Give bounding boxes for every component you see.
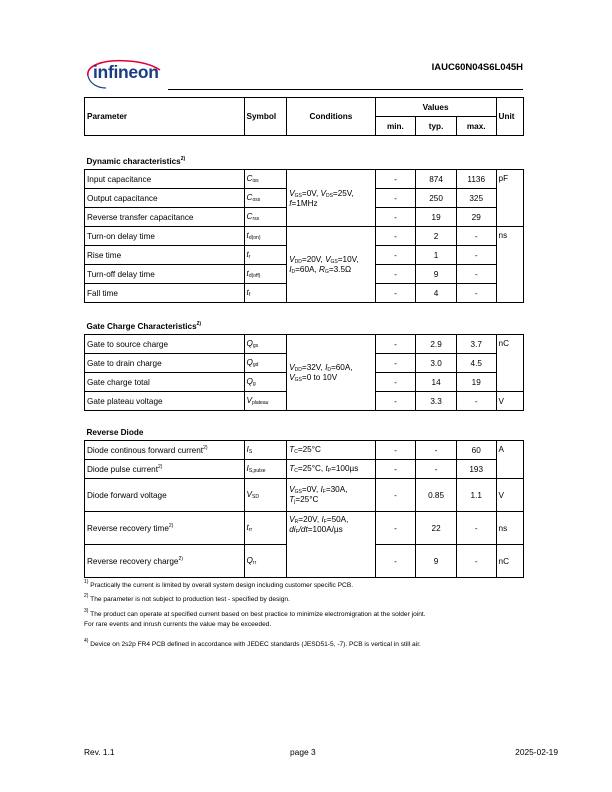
max-cell: 1136 <box>456 170 496 189</box>
footnote-item: For rare events and inrush currents the value may be exceeded. <box>84 621 272 629</box>
min-cell: - <box>375 170 416 189</box>
conditions-cell: $V_{GS}=0V$, $V_{DS}=25V$, f=1MHz <box>287 170 375 227</box>
symbol-cell: $C_{rss}$ <box>244 208 287 227</box>
conditions-cell: $V_{DD}=20V$, $V_{GS}=10V$, $I_D=60A$, $R_G=3.5\Omega$ <box>287 227 375 303</box>
typ-cell: 874 <box>416 170 457 189</box>
table-row <box>85 512 524 545</box>
param-cell: Diode pulse current$^{2)}$ <box>85 460 245 479</box>
min-cell: - <box>375 512 416 545</box>
param-cell: Reverse recovery charge$^{2)}$ <box>85 545 245 578</box>
section-title: Dynamic characteristics <box>86 157 181 166</box>
param-cell: Rise time <box>85 246 245 265</box>
min-cell: - <box>375 189 416 208</box>
footnote-item: $^{3)}$ The product can operate at specified current based on best practice to minimize electromigration at the solder joint. <box>84 607 426 618</box>
typ-cell: 14 <box>416 373 457 392</box>
footnote-item: $^{2)}$ The parameter is not subject to production test - specified by design. <box>84 593 290 604</box>
min-cell: - <box>375 208 416 227</box>
col-values: Values <box>375 98 496 117</box>
min-cell: - <box>375 246 416 265</box>
max-cell: 1.1 <box>456 479 496 512</box>
param-cell: Output capacitance <box>85 189 245 208</box>
max-cell: 29 <box>456 208 496 227</box>
header-rule <box>168 89 523 90</box>
typ-cell: - <box>416 460 457 479</box>
param-cell: Gate to drain charge <box>85 354 245 373</box>
max-cell: 3.7 <box>456 335 496 354</box>
min-cell: - <box>375 545 416 578</box>
infineon-logo <box>84 58 164 94</box>
min-cell: - <box>375 265 416 284</box>
min-cell: - <box>375 441 416 460</box>
param-cell: Gate to source charge <box>85 335 245 354</box>
min-cell: - <box>375 354 416 373</box>
symbol-cell: $C_{iss}$ <box>244 170 287 189</box>
symbol-cell: $t_{d(off)}$ <box>244 265 287 284</box>
release-date: 2025-02-19 <box>515 747 558 757</box>
footnote-ref: 2) <box>180 156 186 162</box>
col-min: min. <box>375 117 416 136</box>
section-reverse-diode <box>85 417 524 441</box>
part-number: IAUC60N04S6L045H <box>431 62 523 73</box>
table-row <box>85 227 524 246</box>
table-row <box>85 479 524 512</box>
symbol-cell: $I_{S,pulse}$ <box>244 460 287 479</box>
typ-cell: 19 <box>416 208 457 227</box>
table-row <box>85 335 524 354</box>
symbol-cell: $Q_g$ <box>244 373 287 392</box>
param-cell: Gate charge total <box>85 373 245 392</box>
param-cell: Reverse transfer capacitance <box>85 208 245 227</box>
typ-cell: 2 <box>416 227 457 246</box>
typ-cell: - <box>416 441 457 460</box>
symbol-cell: $t_f$ <box>244 284 287 303</box>
revision: Rev. 1.1 <box>84 747 115 757</box>
unit-cell: nC <box>496 335 523 392</box>
table-row <box>85 441 524 460</box>
typ-cell: 9 <box>416 265 457 284</box>
param-cell: Turn-on delay time <box>85 227 245 246</box>
typ-cell: 2.9 <box>416 335 457 354</box>
conditions-cell: $T_C=25^\circ C$ <box>287 441 375 460</box>
typ-cell: 0.85 <box>416 479 457 512</box>
symbol-cell: $V_{plateau}$ <box>244 392 287 411</box>
max-cell: 19 <box>456 373 496 392</box>
characteristics-table <box>84 97 524 578</box>
symbol-cell: $Q_{rr}$ <box>244 545 287 578</box>
unit-cell: ns <box>496 512 523 545</box>
min-cell: - <box>375 335 416 354</box>
param-cell: Fall time <box>85 284 245 303</box>
max-cell: 193 <box>456 460 496 479</box>
max-cell: - <box>456 284 496 303</box>
min-cell: - <box>375 479 416 512</box>
param-cell: Gate plateau voltage <box>85 392 245 411</box>
logo-text: infineon <box>93 62 159 82</box>
typ-cell: 3.0 <box>416 354 457 373</box>
col-unit: Unit <box>496 98 523 136</box>
section-title: Reverse Diode <box>86 428 144 437</box>
page-header <box>0 0 612 100</box>
symbol-cell: $V_{SD}$ <box>244 479 287 512</box>
section-dynamic <box>85 146 524 170</box>
param-cell: Diode continous forward current$^{2)}$ <box>85 441 245 460</box>
param-cell: Diode forward voltage <box>85 479 245 512</box>
min-cell: - <box>375 373 416 392</box>
unit-cell: ns <box>496 227 523 303</box>
symbol-cell: $Q_{gs}$ <box>244 335 287 354</box>
max-cell: - <box>456 512 496 545</box>
typ-cell: 4 <box>416 284 457 303</box>
section-title: Gate Charge Characteristics <box>86 322 197 331</box>
unit-cell: pF <box>496 170 523 227</box>
typ-cell: 1 <box>416 246 457 265</box>
min-cell: - <box>375 392 416 411</box>
footnote-item: $^{1)}$ Practically the current is limited by overall system design including customer specific PCB. <box>84 579 354 589</box>
footnote-ref: 2) <box>196 321 202 327</box>
typ-cell: 22 <box>416 512 457 545</box>
page-number: page 3 <box>290 747 316 757</box>
conditions-cell: $T_C=25^\circ C$, $t_P=100\mu s$ <box>287 460 375 479</box>
min-cell: - <box>375 460 416 479</box>
symbol-cell: $t_{rr}$ <box>244 512 287 545</box>
symbol-cell: $t_{d(on)}$ <box>244 227 287 246</box>
table-row <box>85 170 524 189</box>
symbol-cell: $Q_{gd}$ <box>244 354 287 373</box>
max-cell: - <box>456 227 496 246</box>
typ-cell: 9 <box>416 545 457 578</box>
col-parameter: Parameter <box>85 98 245 136</box>
col-conditions: Conditions <box>287 98 375 136</box>
table-header-row <box>85 98 524 117</box>
min-cell: - <box>375 284 416 303</box>
unit-cell: A <box>496 441 523 479</box>
max-cell: 325 <box>456 189 496 208</box>
max-cell: - <box>456 392 496 411</box>
unit-cell: V <box>496 392 523 411</box>
symbol-cell: $C_{oss}$ <box>244 189 287 208</box>
max-cell: 4.5 <box>456 354 496 373</box>
unit-cell: nC <box>496 545 523 578</box>
col-symbol: Symbol <box>244 98 287 136</box>
table-row <box>85 460 524 479</box>
typ-cell: 250 <box>416 189 457 208</box>
symbol-cell: $I_S$ <box>244 441 287 460</box>
col-max: max. <box>456 117 496 136</box>
section-gate-charge <box>85 311 524 335</box>
conditions-cell: $V_R=20V$, $I_F=50A$, $di_F/dt=100A/\mu s$ <box>287 512 375 578</box>
param-cell: Input capacitance <box>85 170 245 189</box>
max-cell: - <box>456 545 496 578</box>
conditions-cell: $V_{GS}=0V$, $I_F=30A$, $T_j=25^\circ C$ <box>287 479 375 512</box>
symbol-cell: $t_r$ <box>244 246 287 265</box>
max-cell: - <box>456 246 496 265</box>
max-cell: - <box>456 265 496 284</box>
param-cell: Reverse recovery time$^{2)}$ <box>85 512 245 545</box>
unit-cell: V <box>496 479 523 512</box>
typ-cell: 3.3 <box>416 392 457 411</box>
footnotes <box>84 577 524 650</box>
col-typ: typ. <box>416 117 457 136</box>
min-cell: - <box>375 227 416 246</box>
conditions-cell: $V_{DD}=32V$, $I_D=60A$, $V_{GS}=0$ to 10V <box>287 335 375 411</box>
max-cell: 60 <box>456 441 496 460</box>
param-cell: Turn-off delay time <box>85 265 245 284</box>
footnote-item: $^{4)}$ Device on 2s2p FR4 PCB defined in accordance with JEDEC standards (JESD51-5, -7). PCB is vertical in still air. <box>84 637 421 648</box>
